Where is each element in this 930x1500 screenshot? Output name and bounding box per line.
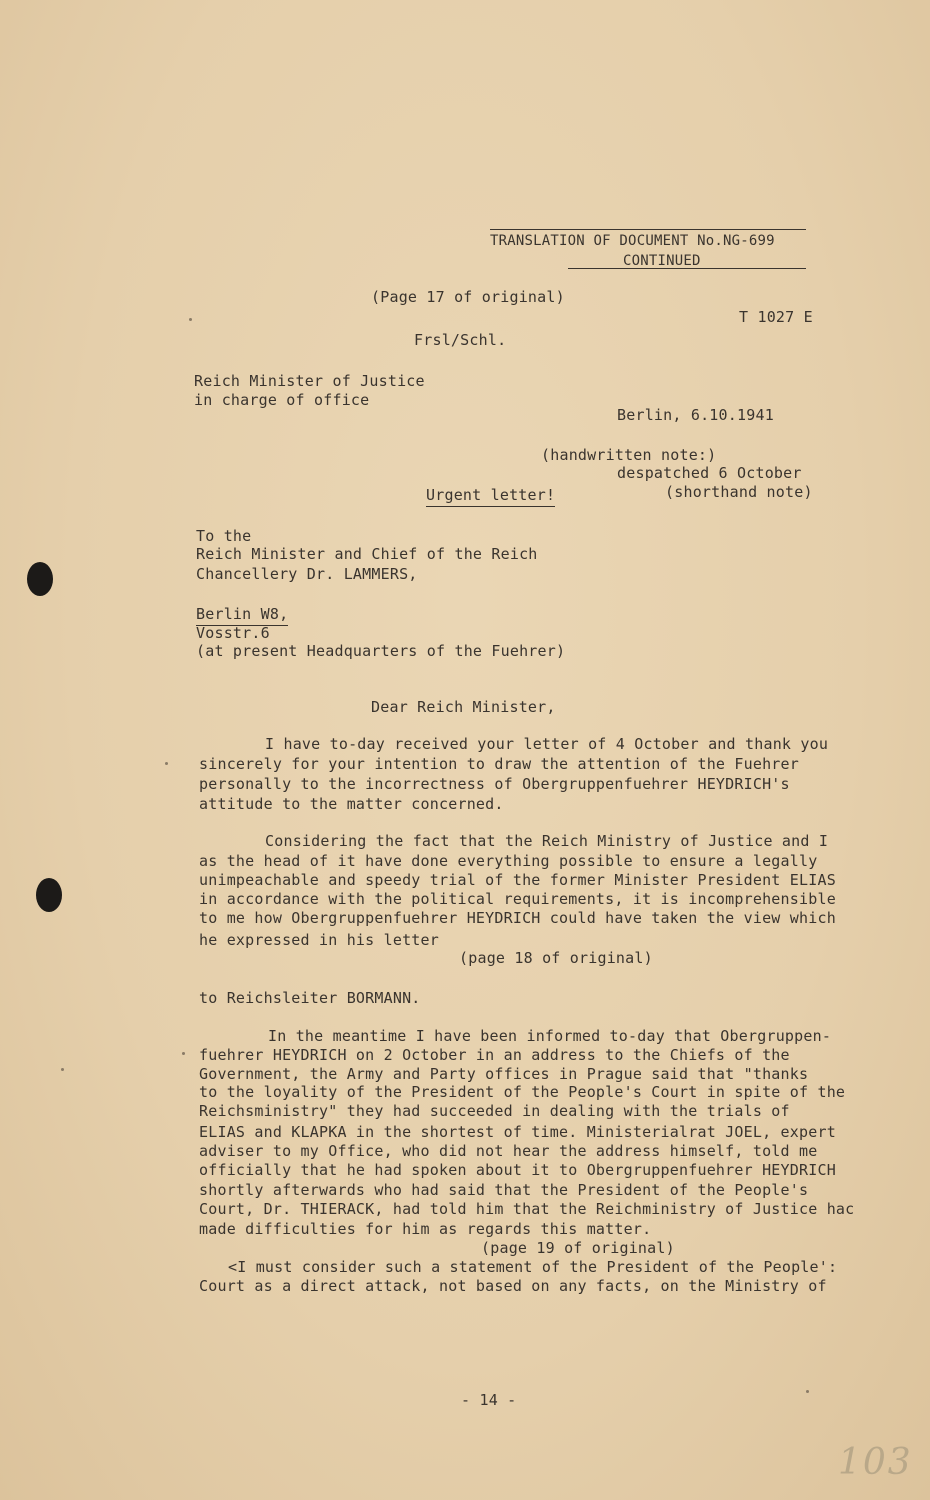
paragraph-3-line: made difficulties for him as regards this matter. (199, 1220, 652, 1238)
punch-hole-top (27, 562, 53, 596)
salutation: Dear Reich Minister, (371, 698, 556, 716)
paragraph-4-line: <I must consider such a statement of the President of the People': (228, 1258, 838, 1276)
reference-code: Frsl/Schl. (414, 331, 507, 349)
recipient-line2: Reich Minister and Chief of the Reich (196, 545, 538, 563)
paragraph-3-line: adviser to my Office, who did not hear the address himself, told me (199, 1142, 818, 1160)
paragraph-2-line: he expressed in his letter (199, 931, 439, 949)
paragraph-3-line: officially that he had spoken about it to Obergruppenfuehrer HEYDRICH (199, 1161, 836, 1179)
paper-speck (806, 1390, 809, 1393)
paragraph-2-line: in accordance with the political requirements, it is incomprehensible (199, 890, 836, 908)
paragraph-2-end: to Reichsleiter BORMANN. (199, 989, 421, 1007)
urgent-letter-label: Urgent letter! (426, 486, 555, 507)
original-page-ref: (Page 17 of original) (371, 288, 565, 306)
place-date: Berlin, 6.10.1941 (617, 406, 774, 424)
paragraph-3-line: ELIAS and KLAPKA in the shortest of time. Ministerialrat JOEL, expert (199, 1123, 836, 1141)
paragraph-4-line: Court as a direct attack, not based on any facts, on the Ministry of (199, 1277, 827, 1295)
paragraph-1-line: sincerely for your intention to draw the attention of the Fuehrer (199, 755, 799, 773)
paragraph-3-line: shortly afterwards who had said that the President of the People's (199, 1181, 809, 1199)
document-title: TRANSLATION OF DOCUMENT No.NG-699 (490, 233, 775, 249)
paper-speck (61, 1068, 64, 1071)
paragraph-2-line: as the head of it have done everything possible to ensure a legally (199, 852, 818, 870)
handwritten-note: (handwritten note:) (541, 446, 717, 464)
paragraph-2-line: Considering the fact that the Reich Ministry of Justice and I (265, 832, 829, 850)
document-code: T 1027 E (739, 308, 813, 326)
punch-hole-bottom (36, 878, 62, 912)
recipient-line3: Chancellery Dr. LAMMERS, (196, 565, 418, 583)
paragraph-3-line: Reichsministry" they had succeeded in dealing with the trials of (199, 1102, 790, 1120)
sender-line2: in charge of office (194, 391, 370, 409)
document-continued: CONTINUED (623, 253, 701, 269)
recipient-street: Vosstr.6 (196, 624, 270, 642)
header-top-rule (490, 229, 806, 230)
archive-stamp-number: 103 (838, 1442, 913, 1483)
page-number: - 14 - (461, 1391, 517, 1409)
paragraph-2-line: unimpeachable and speedy trial of the former Minister President ELIAS (199, 871, 836, 889)
sender-line1: Reich Minister of Justice (194, 372, 425, 390)
paper-speck (165, 762, 168, 765)
recipient-note: (at present Headquarters of the Fuehrer) (196, 642, 566, 660)
paragraph-3-line: Court, Dr. THIERACK, had told him that the Reichministry of Justice hac (199, 1200, 855, 1218)
page-18-ref: (page 18 of original) (459, 949, 653, 967)
paragraph-1-line: personally to the incorrectness of Obergruppenfuehrer HEYDRICH's (199, 775, 790, 793)
paragraph-3-line: Government, the Army and Party offices in Prague said that "thanks (199, 1065, 809, 1083)
paragraph-3-line: In the meantime I have been informed to-day that Obergruppen- (268, 1027, 832, 1045)
paragraph-3-line: to the loyality of the President of the People's Court in spite of the (199, 1083, 846, 1101)
paragraph-3-line: fuehrer HEYDRICH on 2 October in an address to the Chiefs of the (199, 1046, 790, 1064)
shorthand-note: (shorthand note) (665, 483, 813, 501)
paper-speck (182, 1052, 185, 1055)
paragraph-2-line: to me how Obergruppenfuehrer HEYDRICH could have taken the view which (199, 909, 836, 927)
paragraph-1-line: I have to-day received your letter of 4 October and thank you (265, 735, 829, 753)
recipient-city: Berlin W8, (196, 605, 288, 626)
despatched-note: despatched 6 October (617, 464, 802, 482)
header-bottom-rule (568, 268, 806, 269)
paragraph-1-line: attitude to the matter concerned. (199, 795, 504, 813)
paper-speck (189, 318, 192, 321)
page-19-ref: (page 19 of original) (481, 1239, 675, 1257)
recipient-line1: To the (196, 527, 252, 545)
